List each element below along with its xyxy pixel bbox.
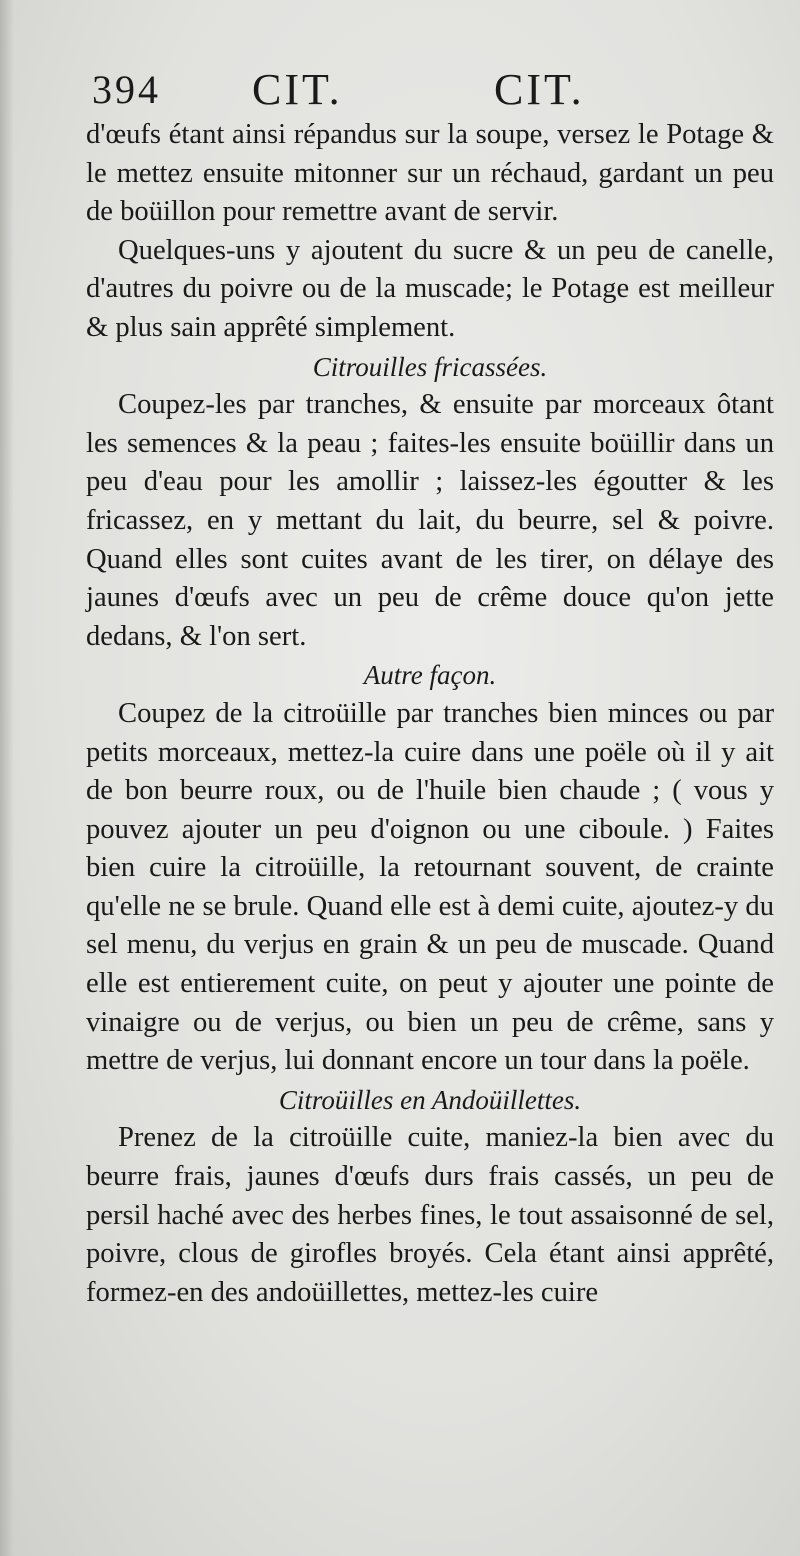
- paragraph: Prenez de la citroüille cuite, maniez-la bien avec du beurre frais, jaunes d'œufs durs frais cassés, un peu de persil haché avec des herbes fines, le tout assaisonné de sel, poivre, clous de girofles broyés. Cela étant ainsi apprêté, formez-en des andoüillettes, mettez-les cuire: [86, 1122, 774, 1308]
- page-text: [86, 116, 774, 1312]
- page-number: 394: [92, 67, 161, 112]
- paragraph: Quelques-uns y ajoutent du sucre & un peu de canelle, d'autres du poivre ou de la muscade; le Potage est meilleur & plus sain apprêté simplement.: [86, 234, 774, 343]
- running-head-left: CIT.: [252, 65, 343, 114]
- section-heading-autre-facon: Autre façon.: [363, 660, 497, 691]
- section-heading-citrouilles-andouillettes: Citroüilles en Andoüillettes.: [278, 1084, 582, 1115]
- section-heading-citrouilles-fricassees: Citrouilles fricassées.: [312, 351, 548, 382]
- page-header: [86, 58, 778, 122]
- paragraph: Coupez-les par tranches, & ensuite par morceaux ôtant les semences & la peau ; faites-les ensuite boüillir dans un peu d'eau pour les amollir ; laissez-les égoutter & les fricassez, en y mettant du lait, du beurre, sel & poivre. Quand elles sont cuites avant de les tirer, on délaye des jaunes d'œufs avec un peu de crême douce qu'on jette dedans, & l'on sert.: [86, 389, 774, 652]
- running-head-right: CIT.: [494, 65, 585, 114]
- paragraph-continuation: d'œufs étant ainsi répandus sur la soupe, versez le Potage & le mettez ensuite mitonner sur un réchaud, gardant un peu de boüillon pour remettre avant de servir.: [86, 119, 774, 228]
- page-gutter-shadow: [0, 0, 14, 1556]
- paragraph: Coupez de la citroüille par tranches bien minces ou par petits morceaux, mettez-la cuire dans une poële où il y ait de bon beurre roux, ou de l'huile bien chaude ; ( vous y pouvez ajouter un peu d'oignon ou une ciboule. ) Faites bien cuire la citroüille, la retournant souvent, de crainte qu'elle ne se brule. Quand elle est à demi cuite, ajoutez-y du sel menu, du verjus en grain & un peu de muscade. Quand elle est entierement cuite, on peut y ajouter une pointe de vinaigre ou de verjus, ou bien un peu de crême, sans y mettre de verjus, lui donnant encore un tour dans la poële.: [86, 697, 774, 1077]
